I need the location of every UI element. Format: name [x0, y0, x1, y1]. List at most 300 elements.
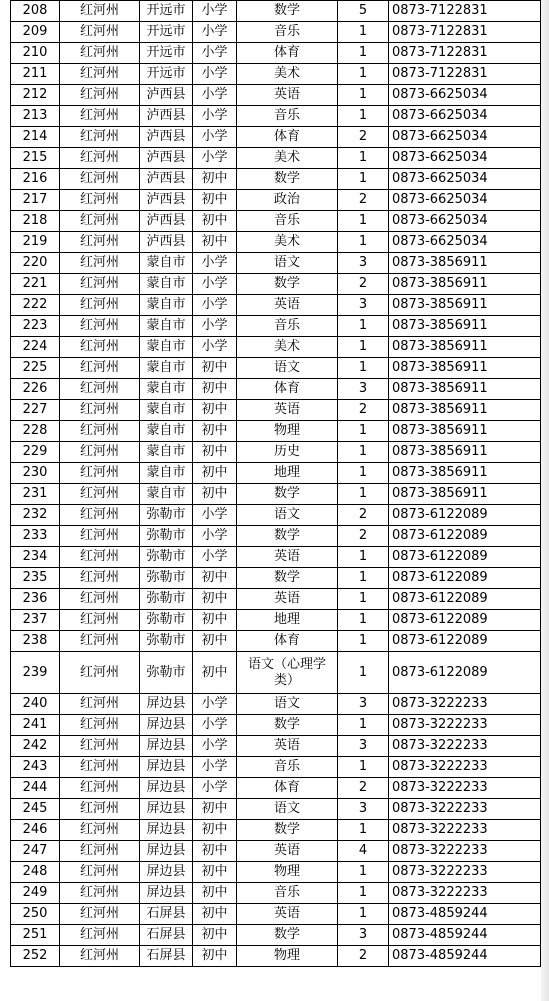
county-cell: 弥勒市 [140, 547, 193, 568]
contact-phone-cell: 0873-6122089 [389, 547, 541, 568]
table-row [11, 64, 541, 85]
row-number-cell: 208 [11, 1, 60, 22]
contact-phone-cell: 0873-7122831 [389, 64, 541, 85]
prefecture-cell: 红河州 [60, 253, 140, 274]
school-level-cell: 小学 [193, 106, 237, 127]
contact-phone-cell: 0873-3856911 [389, 463, 541, 484]
contact-phone-cell: 0873-6122089 [389, 505, 541, 526]
county-cell: 石屏县 [140, 925, 193, 946]
page-left-margin [0, 0, 9, 1001]
prefecture-cell: 红河州 [60, 211, 140, 232]
contact-phone-cell: 0873-3222233 [389, 757, 541, 778]
contact-phone-cell: 0873-3856911 [389, 316, 541, 337]
table-row [11, 526, 541, 547]
contact-phone-cell: 0873-6625034 [389, 190, 541, 211]
school-level-cell: 小学 [193, 253, 237, 274]
prefecture-cell: 红河州 [60, 904, 140, 925]
subject-cell: 语文 [237, 799, 338, 820]
table-row [11, 1, 541, 22]
table-row [11, 652, 541, 694]
table-row [11, 589, 541, 610]
subject-cell: 音乐 [237, 106, 338, 127]
positions-count-cell: 1 [338, 484, 389, 505]
county-cell: 蒙自市 [140, 400, 193, 421]
subject-cell: 数学 [237, 169, 338, 190]
contact-phone-cell: 0873-3856911 [389, 295, 541, 316]
prefecture-cell: 红河州 [60, 652, 140, 694]
subject-cell: 语文 [237, 358, 338, 379]
school-level-cell: 初中 [193, 631, 237, 652]
county-cell: 泸西县 [140, 232, 193, 253]
table-row [11, 946, 541, 967]
prefecture-cell: 红河州 [60, 316, 140, 337]
contact-phone-cell: 0873-6625034 [389, 211, 541, 232]
subject-cell: 英语 [237, 295, 338, 316]
prefecture-cell: 红河州 [60, 778, 140, 799]
positions-count-cell: 1 [338, 568, 389, 589]
contact-phone-cell: 0873-3222233 [389, 694, 541, 715]
table-row [11, 757, 541, 778]
contact-phone-cell: 0873-3856911 [389, 400, 541, 421]
row-number-cell: 228 [11, 421, 60, 442]
positions-count-cell: 2 [338, 505, 389, 526]
county-cell: 蒙自市 [140, 295, 193, 316]
subject-cell: 语文 [237, 694, 338, 715]
contact-phone-cell: 0873-3856911 [389, 358, 541, 379]
school-level-cell: 小学 [193, 316, 237, 337]
subject-cell: 音乐 [237, 316, 338, 337]
positions-count-cell: 3 [338, 799, 389, 820]
table-body [11, 1, 541, 967]
recruitment-table [10, 0, 541, 967]
row-number-cell: 227 [11, 400, 60, 421]
row-number-cell: 245 [11, 799, 60, 820]
positions-count-cell: 1 [338, 421, 389, 442]
school-level-cell: 小学 [193, 547, 237, 568]
county-cell: 蒙自市 [140, 463, 193, 484]
row-number-cell: 224 [11, 337, 60, 358]
table-row [11, 400, 541, 421]
positions-count-cell: 1 [338, 610, 389, 631]
county-cell: 蒙自市 [140, 421, 193, 442]
table-row [11, 505, 541, 526]
table-row [11, 85, 541, 106]
subject-cell: 语文 [237, 253, 338, 274]
county-cell: 弥勒市 [140, 526, 193, 547]
school-level-cell: 小学 [193, 694, 237, 715]
subject-cell: 英语 [237, 400, 338, 421]
subject-cell: 政治 [237, 190, 338, 211]
county-cell: 弥勒市 [140, 652, 193, 694]
subject-cell: 数学 [237, 274, 338, 295]
contact-phone-cell: 0873-6625034 [389, 127, 541, 148]
subject-cell: 美术 [237, 337, 338, 358]
subject-cell: 历史 [237, 442, 338, 463]
positions-count-cell: 2 [338, 946, 389, 967]
school-level-cell: 小学 [193, 736, 237, 757]
positions-count-cell: 1 [338, 211, 389, 232]
school-level-cell: 初中 [193, 169, 237, 190]
contact-phone-cell: 0873-3222233 [389, 736, 541, 757]
subject-cell: 地理 [237, 463, 338, 484]
prefecture-cell: 红河州 [60, 757, 140, 778]
row-number-cell: 235 [11, 568, 60, 589]
county-cell: 蒙自市 [140, 253, 193, 274]
subject-cell: 数学 [237, 715, 338, 736]
school-level-cell: 初中 [193, 463, 237, 484]
school-level-cell: 初中 [193, 568, 237, 589]
positions-count-cell: 1 [338, 85, 389, 106]
subject-cell: 数学 [237, 568, 338, 589]
contact-phone-cell: 0873-6625034 [389, 85, 541, 106]
positions-count-cell: 2 [338, 274, 389, 295]
positions-count-cell: 1 [338, 715, 389, 736]
subject-cell: 语文（心理学类） [237, 652, 338, 694]
county-cell: 屏边县 [140, 883, 193, 904]
row-number-cell: 225 [11, 358, 60, 379]
subject-cell: 数学 [237, 820, 338, 841]
contact-phone-cell: 0873-3222233 [389, 820, 541, 841]
row-number-cell: 232 [11, 505, 60, 526]
positions-count-cell: 3 [338, 253, 389, 274]
positions-count-cell: 1 [338, 757, 389, 778]
contact-phone-cell: 0873-6122089 [389, 526, 541, 547]
school-level-cell: 初中 [193, 862, 237, 883]
prefecture-cell: 红河州 [60, 106, 140, 127]
table-row [11, 610, 541, 631]
row-number-cell: 243 [11, 757, 60, 778]
subject-cell: 数学 [237, 484, 338, 505]
prefecture-cell: 红河州 [60, 85, 140, 106]
positions-count-cell: 1 [338, 862, 389, 883]
school-level-cell: 初中 [193, 421, 237, 442]
prefecture-cell: 红河州 [60, 841, 140, 862]
row-number-cell: 239 [11, 652, 60, 694]
row-number-cell: 212 [11, 85, 60, 106]
school-level-cell: 初中 [193, 820, 237, 841]
positions-count-cell: 4 [338, 841, 389, 862]
table-row [11, 169, 541, 190]
county-cell: 屏边县 [140, 694, 193, 715]
county-cell: 蒙自市 [140, 274, 193, 295]
subject-cell: 体育 [237, 127, 338, 148]
table-row [11, 127, 541, 148]
school-level-cell: 初中 [193, 883, 237, 904]
county-cell: 蒙自市 [140, 316, 193, 337]
subject-cell: 英语 [237, 85, 338, 106]
positions-count-cell: 1 [338, 169, 389, 190]
table-row [11, 820, 541, 841]
positions-count-cell: 1 [338, 316, 389, 337]
positions-count-cell: 2 [338, 526, 389, 547]
contact-phone-cell: 0873-3222233 [389, 778, 541, 799]
school-level-cell: 小学 [193, 295, 237, 316]
prefecture-cell: 红河州 [60, 190, 140, 211]
county-cell: 泸西县 [140, 211, 193, 232]
row-number-cell: 226 [11, 379, 60, 400]
contact-phone-cell: 0873-6122089 [389, 568, 541, 589]
row-number-cell: 231 [11, 484, 60, 505]
contact-phone-cell: 0873-3856911 [389, 337, 541, 358]
table-row [11, 736, 541, 757]
county-cell: 弥勒市 [140, 505, 193, 526]
prefecture-cell: 红河州 [60, 715, 140, 736]
county-cell: 蒙自市 [140, 379, 193, 400]
school-level-cell: 初中 [193, 358, 237, 379]
subject-cell: 体育 [237, 43, 338, 64]
row-number-cell: 244 [11, 778, 60, 799]
prefecture-cell: 红河州 [60, 337, 140, 358]
table-row [11, 631, 541, 652]
county-cell: 弥勒市 [140, 568, 193, 589]
positions-count-cell: 1 [338, 148, 389, 169]
table-row [11, 694, 541, 715]
school-level-cell: 小学 [193, 505, 237, 526]
row-number-cell: 218 [11, 211, 60, 232]
prefecture-cell: 红河州 [60, 400, 140, 421]
contact-phone-cell: 0873-3222233 [389, 841, 541, 862]
school-level-cell: 小学 [193, 715, 237, 736]
table-row [11, 22, 541, 43]
county-cell: 开远市 [140, 22, 193, 43]
contact-phone-cell: 0873-3856911 [389, 442, 541, 463]
row-number-cell: 213 [11, 106, 60, 127]
contact-phone-cell: 0873-4859244 [389, 946, 541, 967]
row-number-cell: 219 [11, 232, 60, 253]
table-row [11, 43, 541, 64]
row-number-cell: 217 [11, 190, 60, 211]
table-row [11, 379, 541, 400]
contact-phone-cell: 0873-6122089 [389, 589, 541, 610]
table-row [11, 547, 541, 568]
positions-count-cell: 1 [338, 883, 389, 904]
row-number-cell: 252 [11, 946, 60, 967]
positions-count-cell: 1 [338, 652, 389, 694]
county-cell: 蒙自市 [140, 484, 193, 505]
subject-cell: 地理 [237, 610, 338, 631]
table-row [11, 253, 541, 274]
positions-count-cell: 1 [338, 631, 389, 652]
county-cell: 屏边县 [140, 715, 193, 736]
county-cell: 泸西县 [140, 85, 193, 106]
positions-count-cell: 3 [338, 379, 389, 400]
contact-phone-cell: 0873-6122089 [389, 610, 541, 631]
school-level-cell: 初中 [193, 799, 237, 820]
school-level-cell: 小学 [193, 85, 237, 106]
school-level-cell: 小学 [193, 127, 237, 148]
row-number-cell: 211 [11, 64, 60, 85]
county-cell: 蒙自市 [140, 358, 193, 379]
positions-count-cell: 3 [338, 295, 389, 316]
positions-count-cell: 1 [338, 337, 389, 358]
prefecture-cell: 红河州 [60, 694, 140, 715]
table-row [11, 211, 541, 232]
positions-count-cell: 2 [338, 127, 389, 148]
table-row [11, 442, 541, 463]
subject-cell: 英语 [237, 904, 338, 925]
row-number-cell: 238 [11, 631, 60, 652]
county-cell: 屏边县 [140, 799, 193, 820]
school-level-cell: 小学 [193, 1, 237, 22]
subject-cell: 数学 [237, 526, 338, 547]
subject-cell: 美术 [237, 232, 338, 253]
table-row [11, 106, 541, 127]
table-row [11, 841, 541, 862]
county-cell: 弥勒市 [140, 589, 193, 610]
row-number-cell: 242 [11, 736, 60, 757]
subject-cell: 美术 [237, 64, 338, 85]
contact-phone-cell: 0873-6122089 [389, 631, 541, 652]
county-cell: 屏边县 [140, 841, 193, 862]
row-number-cell: 214 [11, 127, 60, 148]
county-cell: 屏边县 [140, 757, 193, 778]
prefecture-cell: 红河州 [60, 22, 140, 43]
prefecture-cell: 红河州 [60, 946, 140, 967]
table-row [11, 904, 541, 925]
prefecture-cell: 红河州 [60, 547, 140, 568]
county-cell: 泸西县 [140, 190, 193, 211]
positions-count-cell: 2 [338, 190, 389, 211]
table-row [11, 274, 541, 295]
prefecture-cell: 红河州 [60, 169, 140, 190]
county-cell: 泸西县 [140, 148, 193, 169]
positions-count-cell: 1 [338, 43, 389, 64]
contact-phone-cell: 0873-3222233 [389, 799, 541, 820]
prefecture-cell: 红河州 [60, 127, 140, 148]
school-level-cell: 小学 [193, 274, 237, 295]
prefecture-cell: 红河州 [60, 442, 140, 463]
row-number-cell: 241 [11, 715, 60, 736]
school-level-cell: 初中 [193, 589, 237, 610]
table-row [11, 358, 541, 379]
row-number-cell: 220 [11, 253, 60, 274]
page-right-edge [541, 0, 549, 1001]
positions-count-cell: 1 [338, 463, 389, 484]
subject-cell: 音乐 [237, 757, 338, 778]
prefecture-cell: 红河州 [60, 295, 140, 316]
row-number-cell: 249 [11, 883, 60, 904]
positions-count-cell: 2 [338, 400, 389, 421]
positions-count-cell: 2 [338, 778, 389, 799]
prefecture-cell: 红河州 [60, 925, 140, 946]
school-level-cell: 小学 [193, 148, 237, 169]
county-cell: 泸西县 [140, 106, 193, 127]
contact-phone-cell: 0873-3222233 [389, 862, 541, 883]
row-number-cell: 237 [11, 610, 60, 631]
subject-cell: 体育 [237, 631, 338, 652]
county-cell: 屏边县 [140, 736, 193, 757]
subject-cell: 美术 [237, 148, 338, 169]
county-cell: 屏边县 [140, 820, 193, 841]
positions-count-cell: 5 [338, 1, 389, 22]
school-level-cell: 初中 [193, 232, 237, 253]
county-cell: 石屏县 [140, 904, 193, 925]
positions-count-cell: 1 [338, 904, 389, 925]
subject-cell: 体育 [237, 778, 338, 799]
subject-cell: 数学 [237, 925, 338, 946]
prefecture-cell: 红河州 [60, 589, 140, 610]
contact-phone-cell: 0873-4859244 [389, 925, 541, 946]
subject-cell: 音乐 [237, 22, 338, 43]
contact-phone-cell: 0873-3222233 [389, 883, 541, 904]
row-number-cell: 210 [11, 43, 60, 64]
county-cell: 开远市 [140, 43, 193, 64]
row-number-cell: 233 [11, 526, 60, 547]
school-level-cell: 小学 [193, 337, 237, 358]
county-cell: 石屏县 [140, 946, 193, 967]
county-cell: 蒙自市 [140, 337, 193, 358]
prefecture-cell: 红河州 [60, 274, 140, 295]
school-level-cell: 小学 [193, 43, 237, 64]
contact-phone-cell: 0873-6625034 [389, 106, 541, 127]
contact-phone-cell: 0873-7122831 [389, 22, 541, 43]
prefecture-cell: 红河州 [60, 358, 140, 379]
table-row [11, 316, 541, 337]
prefecture-cell: 红河州 [60, 631, 140, 652]
subject-cell: 物理 [237, 946, 338, 967]
contact-phone-cell: 0873-6625034 [389, 148, 541, 169]
subject-cell: 音乐 [237, 883, 338, 904]
subject-cell: 数学 [237, 1, 338, 22]
school-level-cell: 初中 [193, 211, 237, 232]
prefecture-cell: 红河州 [60, 232, 140, 253]
prefecture-cell: 红河州 [60, 883, 140, 904]
table-row [11, 883, 541, 904]
school-level-cell: 小学 [193, 526, 237, 547]
subject-cell: 物理 [237, 421, 338, 442]
positions-count-cell: 1 [338, 232, 389, 253]
positions-count-cell: 3 [338, 925, 389, 946]
subject-cell: 语文 [237, 505, 338, 526]
row-number-cell: 251 [11, 925, 60, 946]
table-row [11, 484, 541, 505]
row-number-cell: 222 [11, 295, 60, 316]
table-row [11, 337, 541, 358]
positions-count-cell: 1 [338, 106, 389, 127]
row-number-cell: 246 [11, 820, 60, 841]
positions-count-cell: 1 [338, 547, 389, 568]
table-row [11, 421, 541, 442]
row-number-cell: 230 [11, 463, 60, 484]
contact-phone-cell: 0873-3856911 [389, 421, 541, 442]
subject-cell: 体育 [237, 379, 338, 400]
table-row [11, 568, 541, 589]
positions-count-cell: 1 [338, 22, 389, 43]
prefecture-cell: 红河州 [60, 862, 140, 883]
positions-count-cell: 1 [338, 442, 389, 463]
county-cell: 泸西县 [140, 169, 193, 190]
prefecture-cell: 红河州 [60, 799, 140, 820]
school-level-cell: 小学 [193, 757, 237, 778]
prefecture-cell: 红河州 [60, 463, 140, 484]
subject-cell: 英语 [237, 547, 338, 568]
subject-cell: 英语 [237, 589, 338, 610]
school-level-cell: 初中 [193, 442, 237, 463]
positions-count-cell: 1 [338, 820, 389, 841]
contact-phone-cell: 0873-4859244 [389, 904, 541, 925]
row-number-cell: 215 [11, 148, 60, 169]
table-row [11, 232, 541, 253]
school-level-cell: 初中 [193, 925, 237, 946]
table-row [11, 295, 541, 316]
row-number-cell: 236 [11, 589, 60, 610]
contact-phone-cell: 0873-7122831 [389, 1, 541, 22]
county-cell: 弥勒市 [140, 631, 193, 652]
contact-phone-cell: 0873-3856911 [389, 379, 541, 400]
contact-phone-cell: 0873-3856911 [389, 253, 541, 274]
row-number-cell: 216 [11, 169, 60, 190]
contact-phone-cell: 0873-6122089 [389, 652, 541, 694]
